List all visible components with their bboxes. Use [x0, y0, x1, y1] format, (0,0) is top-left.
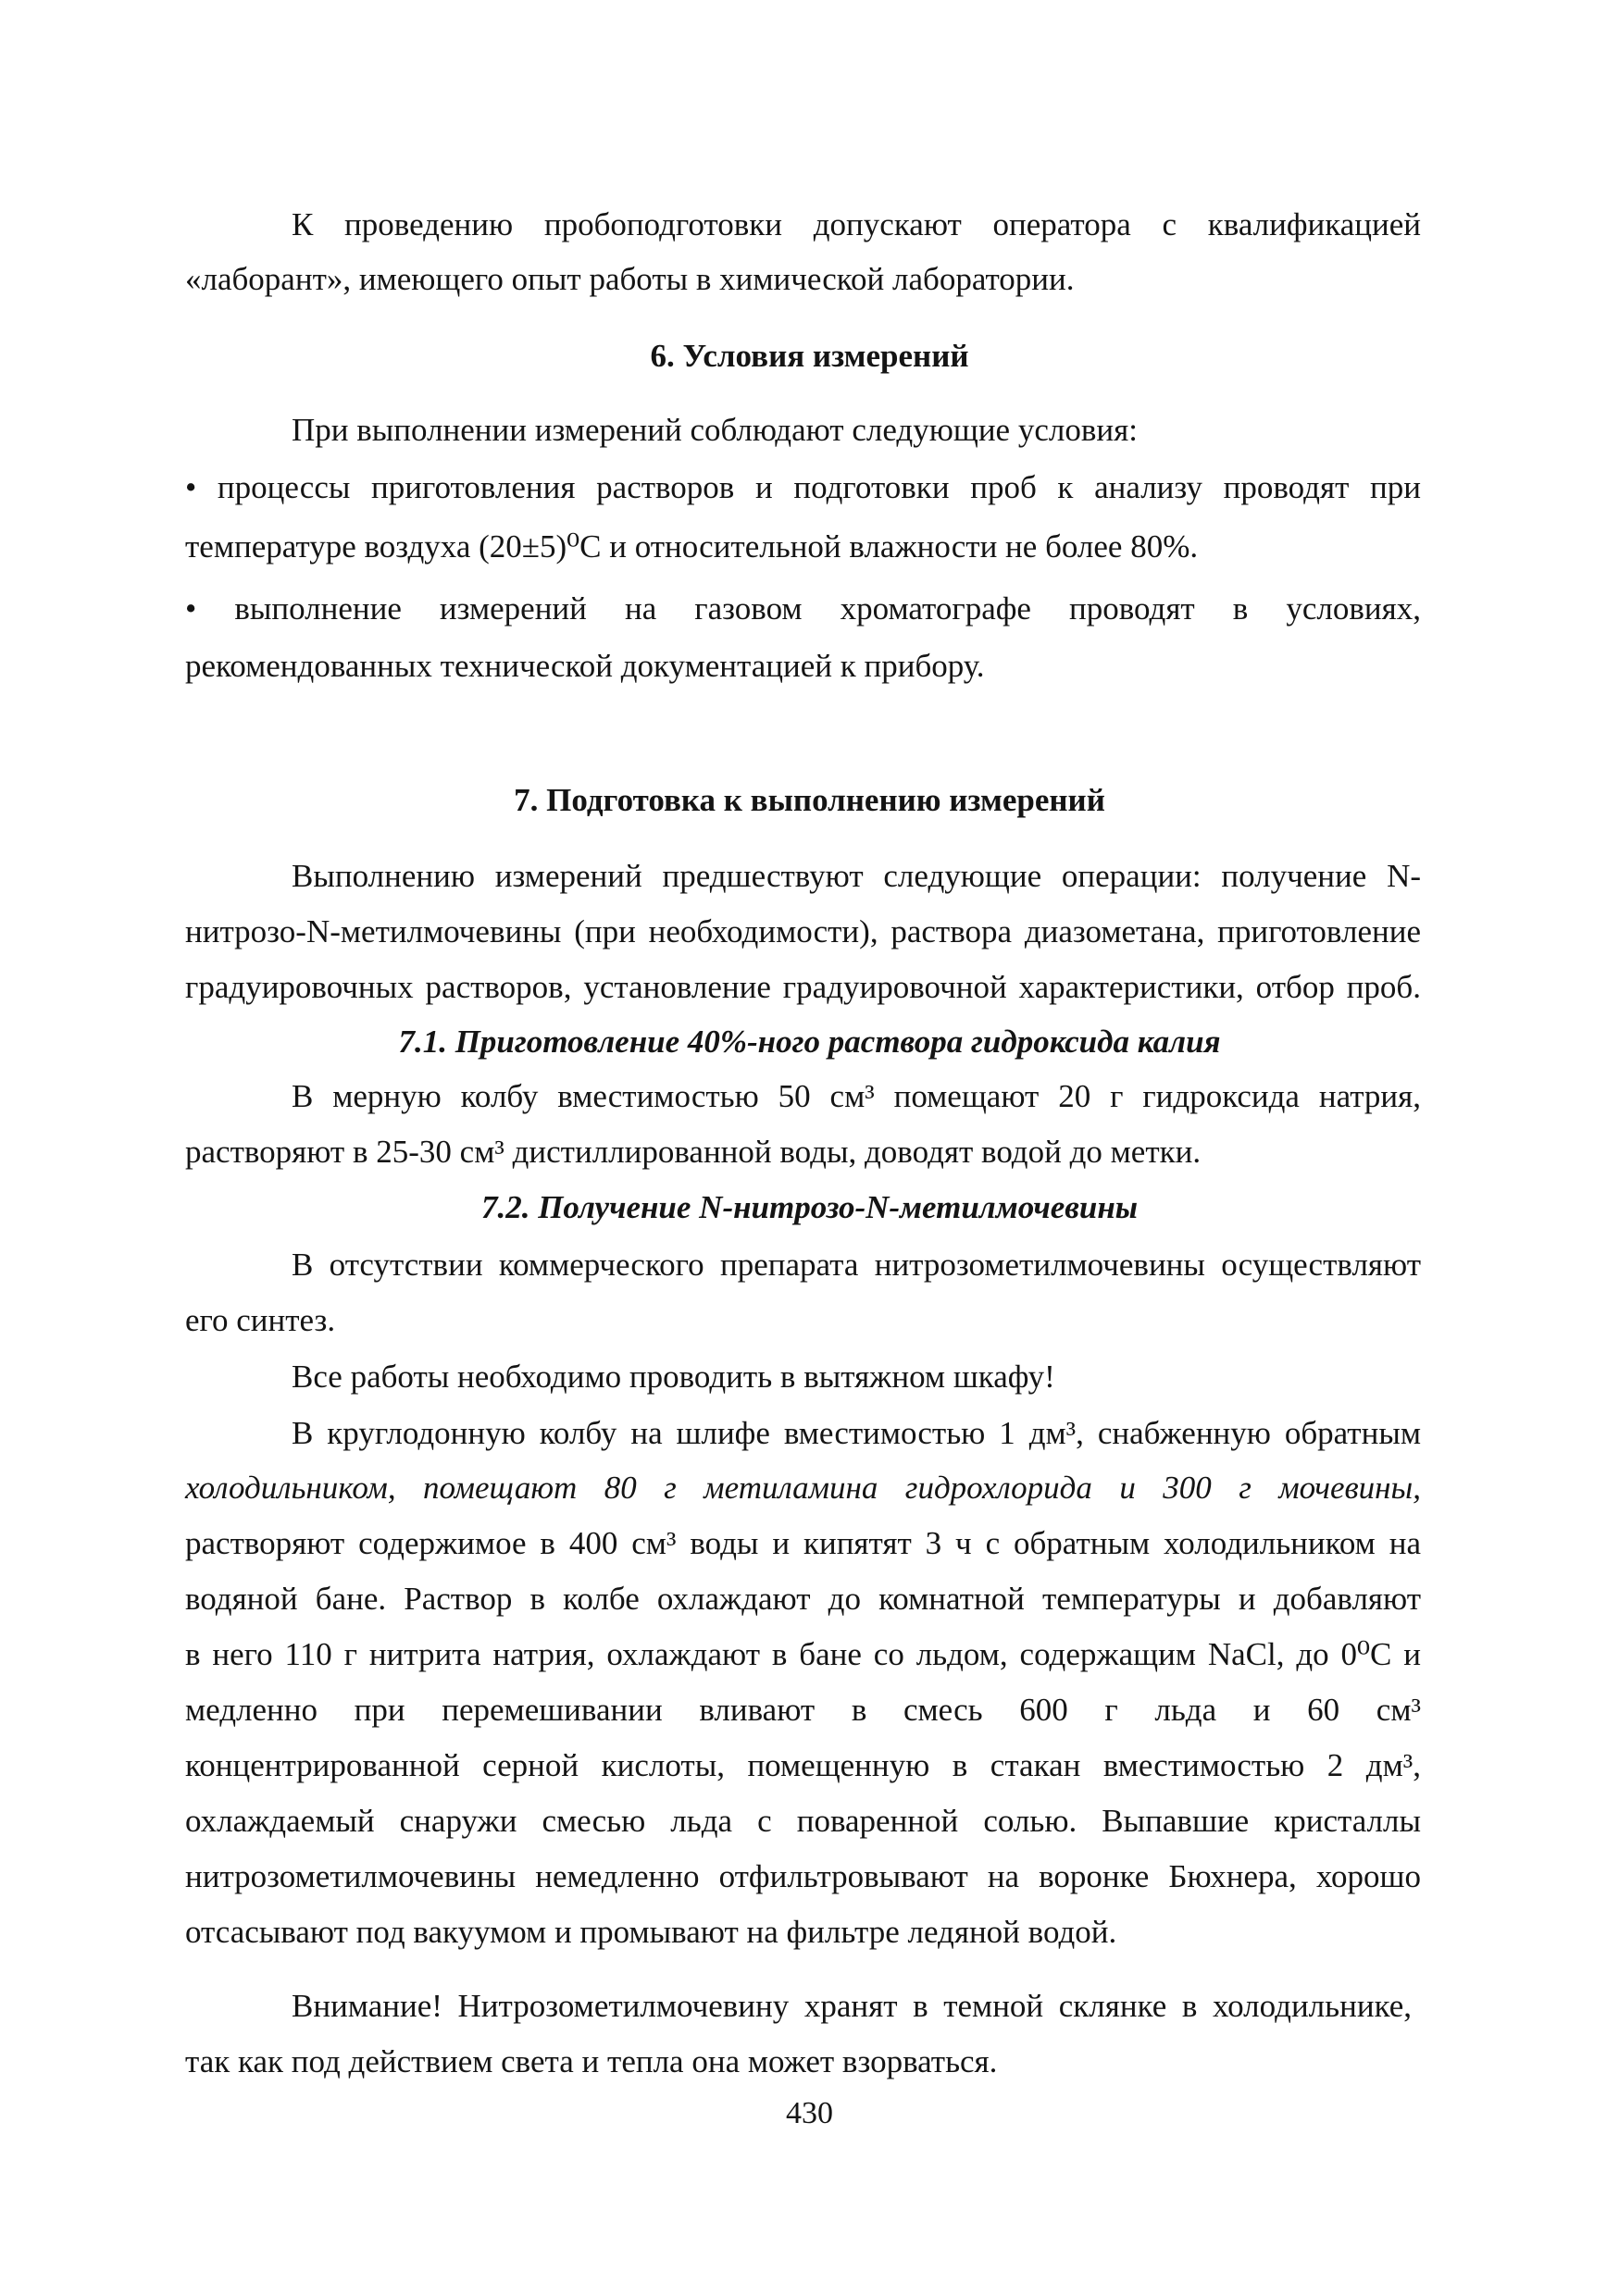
paragraph-line: растворяют содержимое в 400 см³ воды и кипятят 3 ч с обратным холодильником на [185, 1525, 1421, 1561]
paragraph-line: отсасывают под вакуумом и промывают на фильтре ледяной водой. [185, 1914, 1117, 1950]
paragraph-line: При выполнении измерений соблюдают следующие условия: [292, 412, 1138, 448]
paragraph-line: В мерную колбу вместимостью 50 см³ помещают 20 г гидроксида натрия, [292, 1078, 1421, 1114]
paragraph-line: нитрозо-N-метилмочевины (при необходимости), раствора диазометана, приготовление [185, 913, 1421, 949]
paragraph-line: рекомендованных технической документацией к прибору. [185, 648, 985, 684]
paragraph-line: охлаждаемый снаружи смесью льда с поваренной солью. Выпавшие кристаллы [185, 1803, 1421, 1839]
subsection-heading: 7.1. Приготовление 40%-ного раствора гидроксида калия [398, 1024, 1221, 1060]
paragraph-line: градуировочных растворов, установление градуировочной характеристики, отбор проб. [185, 969, 1421, 1005]
paragraph-line: концентрированной серной кислоты, помещенную в стакан вместимостью 2 дм³, [185, 1747, 1421, 1783]
paragraph-line: Все работы необходимо проводить в вытяжном шкафу! [292, 1359, 1055, 1395]
bullet-line: • выполнение измерений на газовом хроматографе проводят в условиях, [185, 590, 1421, 627]
paragraph-line: так как под действием света и тепла она может взорваться. [185, 2043, 998, 2079]
paragraph-line: нитрозометилмочевины немедленно отфильтровывают на воронке Бюхнера, хорошо [185, 1858, 1421, 1894]
paragraph-line: В отсутствии коммерческого препарата нитрозометилмочевины осуществляют [292, 1247, 1421, 1283]
paragraph-line: В круглодонную колбу на шлифе вместимостью 1 дм³, снабженную обратным [292, 1415, 1421, 1451]
paragraph-line: растворяют в 25-30 см³ дистиллированной воды, доводят водой до метки. [185, 1134, 1202, 1170]
bullet-line: • процессы приготовления растворов и подготовки проб к анализу проводят при [185, 469, 1421, 505]
section-heading: 6. Условия измерений [650, 338, 969, 374]
paragraph-line: в него 110 г нитрита натрия, охлаждают в бане со льдом, содержащим NaCl, до 0⁰С и [185, 1636, 1421, 1672]
paragraph-line: водяной бане. Раствор в колбе охлаждают до комнатной температуры и добавляют [185, 1581, 1421, 1617]
paragraph-line: «лаборант», имеющего опыт работы в химической лаборатории. [185, 261, 1075, 297]
paragraph-line: медленно при перемешивании вливают в смесь 600 г льда и 60 см³ [185, 1692, 1421, 1728]
paragraph-line: его синтез. [185, 1302, 336, 1338]
paragraph-line: холодильником, помещают 80 г метиламина гидрохлорида и 300 г мочевины, [185, 1470, 1421, 1506]
paragraph-line: температуре воздуха (20±5)⁰С и относительной влажности не более 80%. [185, 528, 1199, 565]
subsection-heading: 7.2. Получение N-нитрозо-N-метилмочевины [480, 1189, 1139, 1225]
paragraph-line: Выполнению измерений предшествуют следующие операции: получение N- [292, 858, 1421, 894]
warning-line: Внимание! Нитрозометилмочевину хранят в темной склянке в холодильнике, [292, 1988, 1412, 2024]
paragraph-line: К проведению пробоподготовки допускают оператора с квалификацией [292, 206, 1421, 242]
page-number: 430 [786, 2096, 833, 2130]
section-heading: 7. Подготовка к выполнению измерений [514, 782, 1105, 818]
